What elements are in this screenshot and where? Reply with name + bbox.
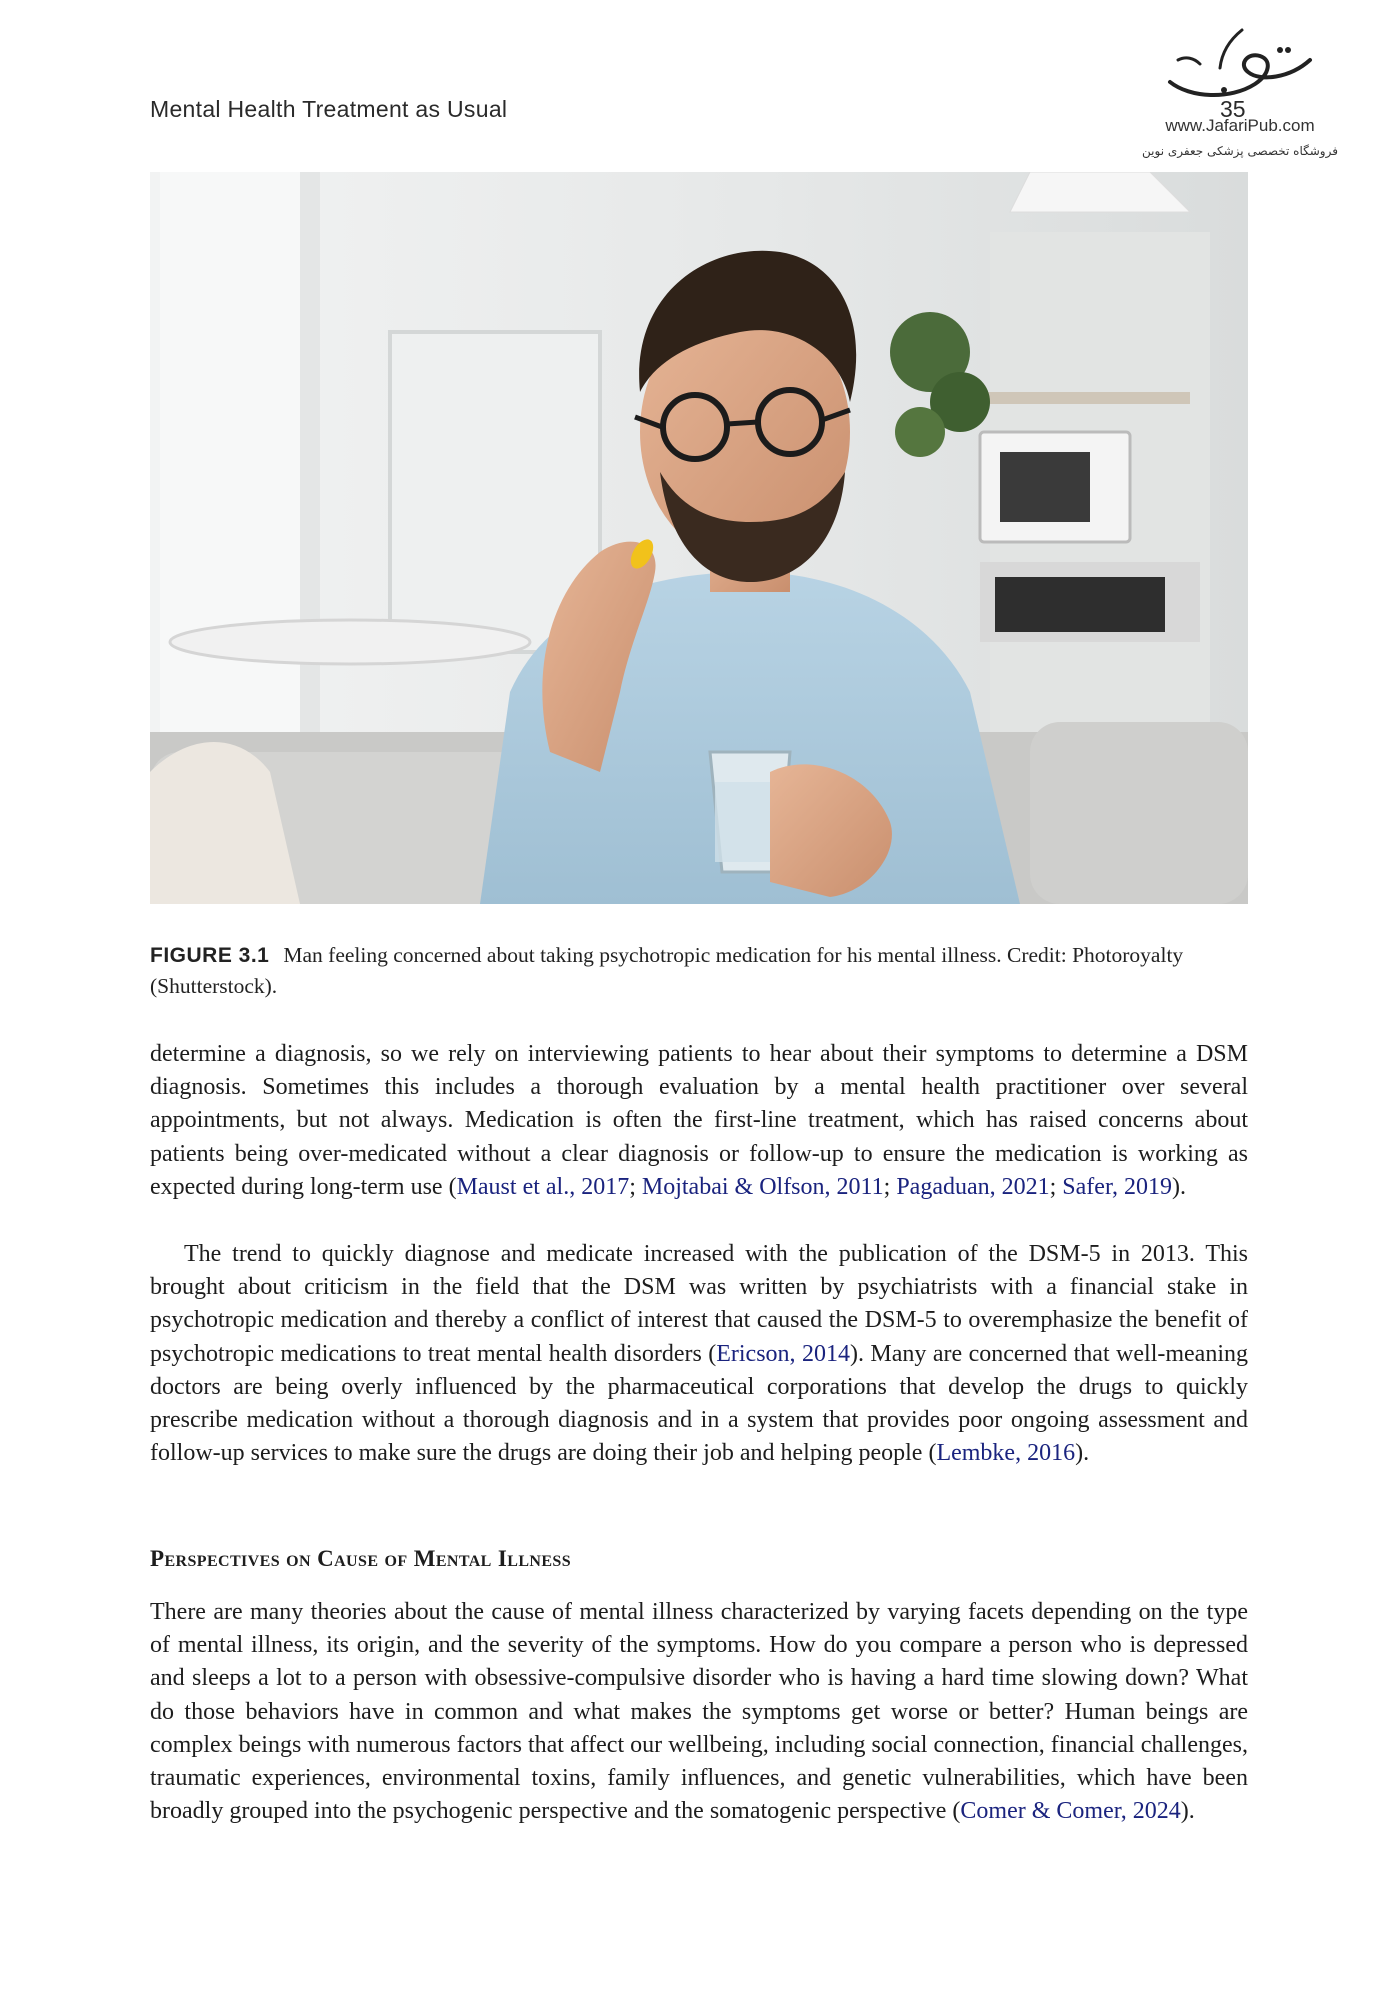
paragraph-end: ). (1171, 1173, 1186, 1200)
page-number: 35 (1220, 96, 1246, 122)
citation-separator: ; (629, 1173, 642, 1200)
publisher-watermark (1120, 20, 1360, 160)
citation-link[interactable]: Pagaduan, 2021 (896, 1173, 1050, 1200)
citation-link[interactable]: Ericson, 2014 (716, 1340, 850, 1367)
paragraph-1 (150, 1038, 1248, 1204)
citation-separator: ; (1049, 1173, 1063, 1200)
paragraph-text: There are many theories about the cause of mental illness characterized by varying facets depending on the type of mental illness, its origin, and the severity of the symptoms. How do you compare a person who is depressed and sleeps a lot to a person with obsessive-compulsive disorder who is having a hard time slowing down? What do those behaviors have in common and what makes the symptoms get worse or better? Human beings are complex beings with numerous factors that affect our wellbeing, including social connection, financial challenges, traumatic experiences, environmental toxins, family influences, and genetic vulnerabilities, which have been broadly grouped into the psychogenic perspective and the somatogenic perspective ( (150, 1599, 1248, 1825)
citation-link[interactable]: Mojtabai & Olfson, 2011 (641, 1173, 884, 1200)
paragraph-text: The trend to quickly diagnose and medicate increased with the publication of the DSM-5 in 2013. This brought about criticism in the field that the DSM was written by psychiatrists with a financial stake in psychotropic medication and thereby a conflict of interest that caused the DSM-5 to overemphasize the benefit of psychotropic medications to treat mental health disorders ( (150, 1241, 1248, 1367)
paragraph-3 (150, 1596, 1248, 1828)
running-head: Mental Health Treatment as Usual (150, 96, 508, 122)
citation-link[interactable]: Maust et al., 2017 (456, 1173, 630, 1200)
watermark-tagline: فروشگاه تخصصی پزشکی جعفری نوین (1142, 144, 1338, 158)
citation-link[interactable]: Safer, 2019 (1062, 1173, 1172, 1200)
paragraph-text: determine a diagnosis, so we rely on interviewing patients to hear about their symptoms to determine a DSM diagnosis. Sometimes this includes a thorough evaluation by a mental health practitioner over several appointments, but not always. Medication is often the first-line treatment, which has raised concerns about patients being over-medicated without a clear diagnosis or follow-up to ensure the medication is working as expected during long-term use ( (150, 1041, 1248, 1200)
paragraph-2 (150, 1238, 1248, 1470)
paragraph-text: ). Many are concerned that well-meaning doctors are being overly influenced by the pharmaceutical corporations that develop the drugs to quickly prescribe medication without a thorough diagnosis and in a system that provides poor ongoing assessment and follow-up services to make sure the drugs are doing their job and helping people ( (150, 1340, 1248, 1467)
figure-label: FIGURE 3.1 (150, 944, 270, 967)
citation-separator: ; (883, 1173, 897, 1200)
citation-link[interactable]: Comer & Comer, 2024 (960, 1798, 1181, 1825)
section-heading: Perspectives on Cause of Mental Illness (150, 1546, 572, 1571)
watermark-site: www.JafariPub.com (1165, 116, 1315, 135)
figure-photo (150, 172, 1248, 904)
figure-caption-text: Man feeling concerned about taking psychotropic medication for his mental illness. Credit: Photoroyalty (Shutterstock). (150, 943, 1184, 998)
paragraph-end: ). (1075, 1440, 1090, 1467)
photo-man-taking-pill (150, 172, 1248, 904)
citation-link[interactable]: Lembke, 2016 (936, 1440, 1076, 1467)
figure-caption (150, 940, 1248, 1002)
paragraph-end: ). (1180, 1798, 1195, 1825)
